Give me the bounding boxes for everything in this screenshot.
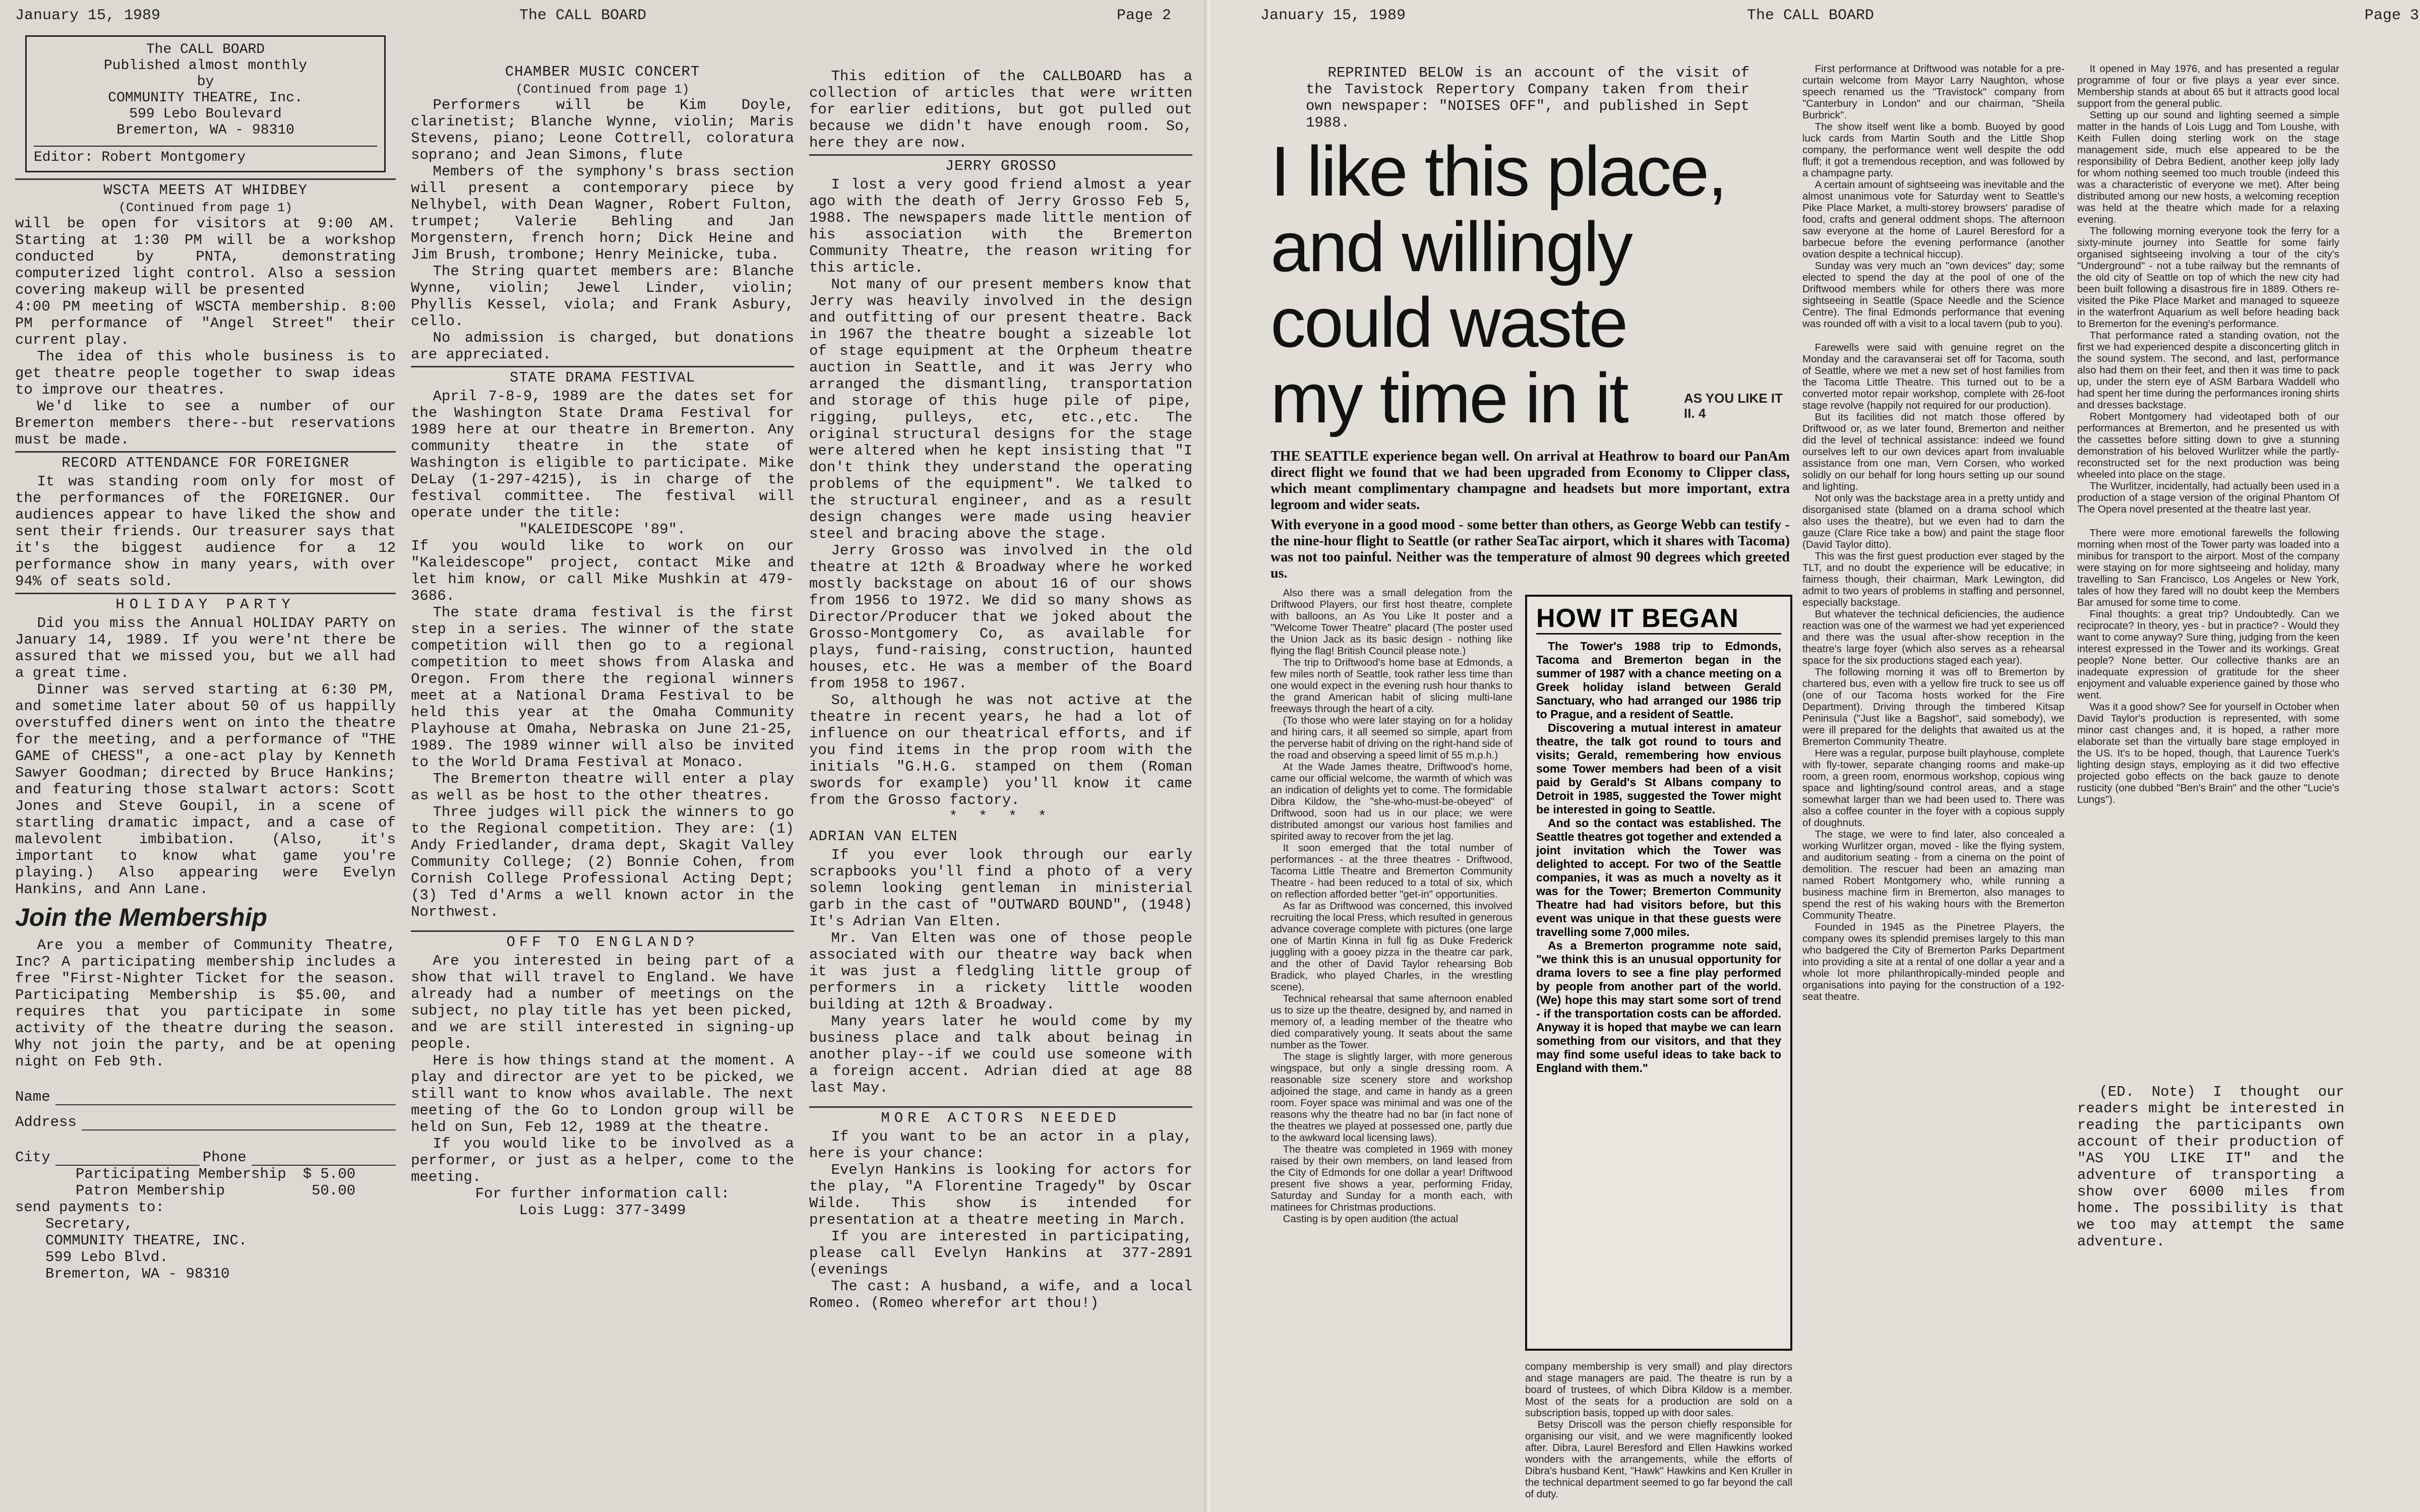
- england-contact: Lois Lugg: 377-3499: [519, 1202, 686, 1219]
- send-payments-block: [15, 1199, 396, 1282]
- drama-paragraph: The state drama festival is the first step in a series. The winner of the state competition will then go to a regional competition to meet shows from Alaska and Oregon. From there the regional winners meet at a National Drama Festival to be held this year at the Omaha Community Playhouse at Omaha, Nebraska on June 21-25, 1989. The 1989 winner will also be invited to the World Drama Festival at Monaco.: [411, 604, 794, 771]
- join-paragraph: Are you a member of Community Theatre, Inc? A participating membership includes a free "First-Nighter Ticket for the season. Participating Membership is $5.00, and requires that you participate in some activity of the theatre during the season. Why not join the party, and be at opening night on Feb 9th.: [15, 937, 396, 1070]
- left-page-number: Page 2: [1117, 7, 1172, 24]
- left-column-3: [809, 68, 1192, 1502]
- send-line: 599 Lebo Blvd.: [45, 1249, 168, 1266]
- grosso-paragraph: Jerry Grosso was involved in the old theatre at 12th & Broadway where he worked mostly backstage on about 16 of our shows from 1956 to 1972. We did so many shows as Director/Producer that we joked about the Grosso-Montgomery Co, as available for plays, fund-raising, construction, haunted houses, etc. He was a member of the Board from 1958 to 1967.: [809, 542, 1192, 692]
- drama-paragraph: The Bremerton theatre will enter a play as well as be host to the other theatres.: [411, 771, 794, 804]
- article-column-b: [1525, 1361, 1792, 1507]
- article-column-a: [1270, 587, 1512, 1472]
- article-paragraph: Technical rehearsal that same afternoon enabled us to size up the theatre, designed by, and named in memory of, a leading member of the theatre who died comparatively young. It seats about the same number as the Tower.: [1270, 993, 1512, 1051]
- send-line: Secretary,: [45, 1216, 134, 1232]
- record-paragraph: It was standing room only for most of the performances of the FOREIGNER. Our audiences appear to have liked the show and sent their friends. Our treasurer says that it's the biggest audience for a 12 performance show in many years, with over 94% of seats sold.: [15, 473, 396, 590]
- lead-text: With everyone in a good mood - some better than others, as George Webb can testify - the nine-hour flight to Seattle (or rather SeaTac airport, which it shares with Tacoma) was not too painful. Neither was the temperature of almost 90 degrees which greeted us.: [1270, 517, 1790, 581]
- lead-paragraph: [1270, 449, 1790, 582]
- chamber-paragraph: The String quartet members are: Blanche Wynne, violin; Jewel Linder, violin; Phyllis Kessel, viola; and Frank Asbury, cello.: [411, 263, 794, 330]
- lead-text: THE SEATTLE experience began well. On arrival at Heathrow to board our PanAm direct flight we found that we had been upgraded from Economy to Clipper class, which meant complimentary champagne and headsets but more important, extra legroom and wider seats.: [1270, 449, 1790, 513]
- masthead-box: [25, 35, 386, 172]
- article-paragraph: Not only was the backstage area in a pretty untidy and disorganised state (blamed on a drama school which also uses the theatre), but we even had to darn the gauze (Clare Rice take a bow) and paint the stage floor (David Taylor ditto).: [1802, 492, 2065, 550]
- article-paragraph: At the Wade James theatre, Driftwood's home, came our official welcome, the warmth of which was an indication of delights yet to come. The formidable Dibra Kildow, the "she-who-must-be-obeyed" of Driftwood, soon had us in our place; we were distributed amongst our various host families and spirited away to recover from the jet lag.: [1270, 761, 1512, 842]
- elten-paragraph: Many years later he would come by my business place and talk about beinag in another play--if we could use someone with a foreign accent. Adrian died at age 88 last May.: [809, 1013, 1192, 1096]
- article-paragraph: A certain amount of sightseeing was inevitable and the almost unanimous vote for Saturday went to Seattle's Pike Place Market, a multi-storey browsers' paradise of food, crafts and general oddment shops. The afternoon saw everyone at the home of Laurel Beresford for a barbecue before the evening performance (another ovation despite a technical hiccup).: [1802, 179, 2065, 260]
- article-paragraph: The following morning everyone took the ferry for a sixty-minute journey into Seattle for some fairly organised sightseeing involving a tour of the city's "Underground" - not a tube railway but the remnants of the old city of Seattle on top of which the new city had been built following a disastrous fire in 1889. Others re-visited the Pike Place Market and managed to squeeze in the waterfront Aquarium as well before heading back to Bremerton for the evening's performance.: [2077, 225, 2339, 330]
- left-column-1: [15, 35, 396, 1502]
- article-paragraph: Founded in 1945 as the Pinetree Players, the company owes its splendid premises largely to this man who badgered the City of Bremerton Parks Department into providing a site at a rental of one dollar a year and a whole lot more philanthropically-minded people and organisations into paying for the construction of a 192-seat theatre.: [1802, 921, 2065, 1002]
- send-line: send payments to:: [15, 1199, 164, 1216]
- record-heading: RECORD ATTENDANCE FOR FOREIGNER: [15, 451, 396, 471]
- right-page: [1210, 0, 2420, 1512]
- article-paragraph: There were more emotional farewells the following morning when most of the Tower party was loaded into a minibus for transport to the airport. Most of the company were staying on for more sightseeing and holiday, many travelling to San Francisco, Los Angeles or New York, tales of how they fared will no doubt keep the Members Bar amused for some time to come.: [2077, 527, 2339, 608]
- patron-price: 50.00: [311, 1182, 355, 1199]
- left-masthead: The CALL BOARD: [519, 7, 647, 24]
- article-paragraph: First performance at Driftwood was notable for a pre-curtain welcome from Mayor Larry Naughton, whose speech renamed us the "Travistock" company from "Canterbury in London" and our chairman, "Sheila Burbrick".: [1802, 63, 2065, 121]
- phone-label: Phone: [202, 1149, 247, 1166]
- how-it-began-text: [1536, 640, 1781, 1075]
- article-paragraph: This was the first guest production ever staged by the TLT, and no doubt the experience will be educative; in fairness though, their chairman, Mark Lewington, did admit to two years of problems in staffing and personnel, especially backstage.: [1802, 550, 2065, 608]
- article-paragraph: The trip to Driftwood's home base at Edmonds, a few miles north of Seattle, took rather less time than one would expect in the evening rush hour thanks to the grand American habit of slicing multi-lane freeways through the heart of a city.: [1270, 657, 1512, 715]
- article-paragraph: Betsy Driscoll was the person chiefly responsible for organising our visit, and we were magnificently looked after. Dibra, Laurel Beresford and Ellen Hawkins worked wonders with the arrangements, while the efforts of Dibra's husband Kent, "Hawk" Hawkins and Ken Kruller in the technical department seemed to go far beyond the call of duty.: [1525, 1419, 1792, 1500]
- mast-line: Published almost monthly: [103, 58, 308, 74]
- grosso-paragraph: I lost a very good friend almost a year ago with the death of Jerry Grosso Feb 5, 1988. The newspapers made little mention of his association with the Bremerton Community Theatre, the reason writing for this article.: [809, 176, 1192, 276]
- editor-line: Editor: Robert Montgomery: [34, 146, 377, 166]
- england-paragraph: Are you interested in being part of a show that will travel to England. We have already had a number of meetings on the subject, no play title has yet been picked, and we are still interested in signing-up people.: [411, 953, 794, 1052]
- article-paragraph: It soon emerged that the total number of performances - at the three theatres - Driftwood, Tacoma Little Theatre and Bremerton Community Theatre - had been reduced to a total of six, which on reflection afforded better "get-in" opportunities.: [1270, 842, 1512, 900]
- holiday-paragraph: Dinner was served starting at 6:30 PM, and sometime later about 50 of us happilly overstuffed diners went on into the theatre for the meeting, and a performance of "THE GAME of CHESS", a one-act play by Kenneth Sawyer Goodman; directed by Bruce Hankins; and featuring those stalwart actors: Scott Jones and Steve Goupil, in a scene of startling dramatic impact, and a case of malevolent imbibation. (Also, it's important to know what game you're playing.) Also appearing were Evelyn Hankins, and Ann Lane.: [15, 681, 396, 898]
- mast-line: 599 Lebo Boulevard: [129, 106, 282, 122]
- headline-citation: AS YOU LIKE IT: [1684, 391, 1783, 406]
- article-paragraph: The stage is slightly larger, with more generous wingspace, but only a single dressing room. A reasonable size scenery store and workshop adjoined the stage, and came in handy as a green room. Foyer space was minimal and was one of the reasons why the theatre had no bar (in fact none of the theatres we played at possessed one, partly due to the awkward local licensing laws).: [1270, 1051, 1512, 1144]
- wscta-paragraph: 4:00 PM meeting of WSCTA membership. 8:00 PM performance of "Angel Street" their current play.: [15, 298, 396, 348]
- participating-row: [15, 1166, 396, 1182]
- england-paragraph: If you would like to be involved as a performer, or just as a helper, come to the meeting.: [411, 1136, 794, 1185]
- how-paragraph: Discovering a mutual interest in amateur theatre, the talk got round to tours and visits; Gerald, remembering how envious some Tower members had been of a visit paid by Gerald's St Albans company to Detroit in 1985, suggested the Tower might be interested in going to Seattle.: [1536, 721, 1781, 816]
- send-line: COMMUNITY THEATRE, INC.: [45, 1232, 248, 1249]
- how-paragraph: As a Bremerton programme note said, "we think this is an unusual opportunity for drama lovers to see a fine play performed by people from another part of the world. (We) hope this may start some sort of trend - if the transportation costs can be afforded. Anyway it is hoped that maybe we can learn something from our visitors, and that they may find some useful ideas to take back to England with them.": [1536, 939, 1781, 1075]
- actors-paragraph: If you want to be an actor in a play, here is your chance:: [809, 1128, 1192, 1162]
- participating-price: $ 5.00: [302, 1166, 355, 1182]
- drama-title: "KALEIDESCOPE '89".: [519, 521, 686, 538]
- headline-line: could waste: [1270, 283, 1627, 362]
- drama-paragraph: If you would like to work on our "Kaleidescope" project, contact Mike and let him know, or call Mike Mushkin at 479-3686.: [411, 538, 794, 604]
- article-column-d: [2077, 63, 2339, 1074]
- mast-line: COMMUNITY THEATRE, Inc.: [108, 90, 303, 106]
- article-paragraph: The Wurlitzer, incidentally, had actually been used in a production of a stage version of the original Phantom Of The Opera novel presented at the theatre last year.: [2077, 480, 2339, 515]
- article-column-c: [1802, 63, 2065, 1507]
- article-paragraph: That performance rated a standing ovation, not the first we had experienced despite a disconcerting glitch in the sound system. The second, and last, performance also had them on their feet, and then it was time to pack up, under the stern eye of ASM Barbara Waddell who had spent her time during the performances ironing shirts and dresses backstage.: [2077, 330, 2339, 411]
- how-paragraph: The Tower's 1988 trip to Edmonds, Tacoma and Bremerton began in the summer of 1987 with a chance meeting on a Greek holiday island between Gerald Sanctuary, who had arranged our 1986 trip to Prague, and a resident of Seattle.: [1536, 640, 1781, 721]
- wscta-heading: WSCTA MEETS AT WHIDBEY: [15, 178, 396, 199]
- headline-line: I like this place,: [1270, 132, 1726, 211]
- article-paragraph: Casting is by open audition (the actual: [1283, 1213, 1459, 1225]
- left-date: January 15, 1989: [15, 7, 161, 24]
- elten-paragraph: If you ever look through our early scrapbooks you'll find a photo of a very solemn looking gentleman in ministerial garb in the cast of "OUTWARD BOUND", (1948) It's Adrian Van Elten.: [809, 847, 1192, 930]
- actors-heading: MORE ACTORS NEEDED: [809, 1106, 1192, 1126]
- intro-paragraph: This edition of the CALLBOARD has a collection of articles that were written for earlier editions, but got pulled out because we didn't have enough room. So, here they are now.: [809, 68, 1192, 151]
- article-paragraph: Robert Montgomery had videotaped both of our performances at Bremerton, and he presented us with the cassettes before sitting down to give a stunning demonstration of his beloved Wurlitzer while the partly-reconstructed set for the next production was being wheeled into place on the stage.: [2077, 411, 2339, 480]
- address-label: Address: [15, 1114, 77, 1130]
- join-heading: Join the Membership: [15, 903, 268, 931]
- address-field[interactable]: [15, 1105, 396, 1130]
- reprint-note-text: REPRINTED BELOW is an account of the visit of the Tavistock Repertory Company taken from their own newspaper: "NOISES OFF", and published in Sept 1988.: [1306, 65, 1749, 130]
- holiday-paragraph: Did you miss the Annual HOLIDAY PARTY on January 14, 1989. If you were'nt there be assured that we missed you, but we all had a great time.: [15, 615, 396, 681]
- article-paragraph: company membership is very small) and play directors and stage managers are paid. The theatre is run by a board of trustees, of which Dibra Kildow is a member. Most of the seats for a production are sold on a subscription basis, topped up with door sales.: [1525, 1361, 1792, 1419]
- england-heading: OFF TO ENGLAND?: [411, 930, 794, 951]
- drama-heading: STATE DRAMA FESTIVAL: [411, 366, 794, 386]
- article-paragraph: Setting up our sound and lighting seemed a simple matter in the hands of Lois Lugg and Tom Loushe, with Keith Fullen doing sterling work on the stage management side, much else appeared to be the responsibility of Debra Bedient, another keep jolly lady for whom nothing seemed too much trouble (indeed this was a characteristic of everyone we met). After being distributed among our new hosts, a welcoming reception was held at the theatre which made for a relaxing evening.: [2077, 109, 2339, 225]
- headline-line: my time in it: [1270, 358, 1627, 437]
- england-info: For further information call:: [475, 1185, 730, 1202]
- actors-paragraph: Evelyn Hankins is looking for actors for the play, "A Florentine Tragedy" by Oscar Wilde. This show is intended for presentation at a theatre meeting in March.: [809, 1162, 1192, 1228]
- article-paragraph: The theatre was completed in 1969 with money raised by their own members, on land leased from the City of Edmonds for one dollar a year! Driftwood present five shows a year, performing Friday, Saturday and Sunday for a month each, with matinees for Christmas productions.: [1270, 1144, 1512, 1213]
- wscta-paragraph: will be open for visitors at 9:00 AM. Starting at 1:30 PM will be a workshop conducted by PNTA, demonstrating computerized light control. Also a session covering makeup will be presented: [15, 215, 396, 298]
- editor-note: [2077, 1084, 2344, 1366]
- grosso-paragraph: So, although he was not active at the theatre in recent years, he had a lot of influence on our theatrical efforts, and if you find items in the prop room with the initials "G.H.G. stamped on them (Roman swords for example) you'll know it came from the Grosso factory.: [809, 692, 1192, 808]
- elten-heading: ADRIAN VAN ELTEN: [809, 828, 958, 845]
- patron-row: [15, 1182, 396, 1199]
- name-field[interactable]: [15, 1080, 396, 1105]
- name-label: Name: [15, 1089, 50, 1105]
- wscta-paragraph: We'd like to see a number of our Bremerton members there--but reservations must be made.: [15, 398, 396, 448]
- elten-paragraph: Mr. Van Elten was one of those people associated with our theatre way back when it was just a fledgling little group of performers in a rickety little wooden building at 12th & Broadway.: [809, 930, 1192, 1013]
- participating-label: Participating Membership: [76, 1166, 286, 1182]
- right-page-number: Page 3: [2365, 7, 2419, 24]
- actors-paragraph: The cast: A husband, a wife, and a local Romeo. (Romeo wherefor art thou!): [809, 1278, 1192, 1311]
- actors-paragraph: If you are interested in participating, please call Evelyn Hankins at 377-2891 (evenings: [809, 1228, 1192, 1278]
- drama-paragraph: April 7-8-9, 1989 are the dates set for the Washington State Drama Festival for 1989 here at our theatre in Bremerton. Any community theatre in the state of Washington is eligible to participate. Mike DeLay (1-297-4215), is in charge of the festival committee. The festival will operate under the title:: [411, 388, 794, 521]
- separator-stars: * * * *: [949, 808, 1053, 825]
- how-it-began-heading: HOW IT BEGAN: [1536, 604, 1781, 635]
- article-paragraph: Also there was a small delegation from the Driftwood Players, our first host theatre, complete with balloons, an As You Like It poster and a "Welcome Tower Theatre" placard (The poster used the Union Jack as its basic design - nothing like flying the flag! British Council please note.): [1270, 587, 1512, 657]
- headline-line: and willingly: [1270, 207, 1631, 286]
- article-paragraph: (To those who were later staying on for a holiday and hiring cars, it all seemed so simple, apart from the perverse habit of driving on the right-hand side of the road and observing a speed limit of 55 m.p.h.): [1270, 715, 1512, 761]
- article-paragraph: But whatever the technical deficiencies, the audience reaction was one of the warmest we had yet experienced and there was the usual after-show reception in the theatre's large foyer (which also serves as a rehearsal space for the six productions staged each year).: [1802, 608, 2065, 666]
- holiday-heading: HOLIDAY PARTY: [15, 593, 396, 613]
- chamber-paragraph: No admission is charged, but donations are appreciated.: [411, 330, 794, 363]
- wscta-continued: (Continued from page 1): [118, 201, 293, 215]
- article-paragraph: Sunday was very much an "own devices" day; some elected to spend the day at the pool of one of the Driftwood members while for others there was more sightseeing in Seattle (Space Needle and the Science Centre). The final Edmonds performance that evening was rounded off with a visit to a local tavern (pub to you).: [1802, 260, 2065, 330]
- chamber-paragraph: Performers will be Kim Doyle, clarinetist; Blanche Wynne, violin; Maris Stevens, piano; Leone Cottrell, coloratura soprano; and Jean Simons, flute: [411, 97, 794, 163]
- send-line: Bremerton, WA - 98310: [45, 1266, 230, 1282]
- reprint-note: [1306, 65, 1749, 130]
- article-paragraph: As far as Driftwood was concerned, this involved recruiting the local Press, which resulted in generous advance coverage complete with pictures (one large one of Martin Kinna in full fig as Duke Frederick juggling with a gooey pizza in the theatre car park, and the other of David Taylor rehearsing Bob Bradick, who played Charles, in the wrestling scene).: [1270, 900, 1512, 993]
- article-paragraph: The following morning it was off to Bremerton by chartered bus, even with a yellow fire truck to see us off (one of our Tacoma hosts worked for the Fire Department). Driving through the timbered Kitsap Peninsula ("Just like a Bagshot", said somebody), we were ill prepared for the delights that awaited us at the Bremerton Community Theatre.: [1802, 666, 2065, 747]
- how-it-began-box: [1525, 595, 1792, 1351]
- wscta-paragraph: The idea of this whole business is to get theatre people together to swap ideas to improve our theatres.: [15, 348, 396, 398]
- headline-citation-act: II. 4: [1684, 406, 1706, 421]
- article-paragraph: Here was a regular, purpose built playhouse, complete with fly-tower, separate changing rooms and make-up room, a green room, enormous workshop, copious wing space and lighting/sound control areas, and a stage somewhat larger than we had been used to. There was also a coffee counter in the foyer with a copious supply of doughnuts.: [1802, 747, 2065, 829]
- left-column-2: [411, 60, 794, 1502]
- chamber-heading: CHAMBER MUSIC CONCERT: [505, 64, 700, 80]
- editor-note-text: (ED. Note) I thought our readers might be interested in reading the participants own account of their production of "AS YOU LIKE IT" and the adventure of transporting a show over 6000 miles from home. The possibility is that we too may attempt the same adventure.: [2077, 1084, 2344, 1250]
- grosso-paragraph: Not many of our present members know that Jerry was heavily involved in the design and outfitting of our present theatre. Back in 1967 the theatre bought a sizeable lot of stage equipment at the Orpheum theatre auction in Seattle, and it was Jerry who arranged the dismantling, transportation and storage of this huge pile of pipe, rigging, pulleys, etc, etc.,etc. The original structural designs for the stage were altered when he kept insisting that "I don't think they understand the operating problems of the equipment". We talked to the structural engineer, and as a result design changes were made using heavier steel and bracing above the stage.: [809, 276, 1192, 542]
- article-paragraph: But its facilities did not match those offered by Driftwood or, as we later found, Bremerton and neither did the level of technical assistance: indeed we found ourselves left to our own devices apart from invaluable assistance from one man, Vern Corsen, who worked solidly on our behalf for long hours setting up our sound and lighting.: [1802, 411, 2065, 492]
- article-paragraph: It opened in May 1976, and has presented a regular programme of four or five plays a year ever since. Membership stands at about 65 but it attracts good local support from the general public.: [2077, 63, 2339, 109]
- right-masthead: The CALL BOARD: [1747, 7, 1874, 24]
- mast-line: Bremerton, WA - 98310: [116, 122, 294, 138]
- how-paragraph: And so the contact was established. The Seattle theatres got together and extended a joint invitation which the Tower was delighted to accept. For two of the Seattle companies, it was as much a novelty as it was for the Tower; Bremerton Community Theatre had had visitors before, but this event was unique in that these guests were travelling some 7,000 miles.: [1536, 816, 1781, 938]
- city-phone-field[interactable]: [15, 1130, 396, 1166]
- mast-line: by: [197, 74, 214, 90]
- grosso-heading: JERRY GROSSO: [809, 154, 1192, 174]
- article-paragraph: Farewells were said with genuine regret on the Monday and the caravanserai set off for Tacoma, south of Seattle, where we met a new set of host families from the Tacoma Little Theatre. This turned out to be a converted motor repair workshop, complete with 26-foot stage revolve (happily not required for our production).: [1802, 342, 2065, 411]
- article-paragraph: Final thoughts: a great trip? Undoubtedly. Can we reciprocate? In theory, yes - but in practice? - Would they want to come anyway? Sure thing, judging from the keen interest expressed in the Tower and its workings. Great people? None better. Our collective thanks are an inadequate expression of gratitude for the sheer enjoyment and valuable experience gained by those who went.: [2077, 608, 2339, 701]
- drama-paragraph: Three judges will pick the winners to go to the Regional competition. They are: (1) Andy Friedlander, drama dept, Skagit Valley Community College; (2) Bonnie Cohen, from Cornish College Professional Acting Dept; (3) Ted d'Arms a well known actor in the Northwest.: [411, 804, 794, 920]
- city-label: City: [15, 1149, 50, 1166]
- chamber-paragraph: Members of the symphony's brass section will present a contemporary piece by Nelhybel, with Dean Wagner, Robert Fulton, trumpet; Valerie Behling and Jan Morgenstern, french horn; Dick Heine and Jim Brush, trombone; Henry Meinicke, tuba.: [411, 163, 794, 263]
- chamber-continued: (Continued from page 1): [515, 82, 690, 97]
- right-date: January 15, 1989: [1260, 7, 1406, 24]
- patron-label: Patron Membership: [76, 1182, 225, 1199]
- article-paragraph: The stage, we were to find later, also concealed a working Wurlitzer organ, moved - like the flying system, and auditorium seating - from a cinema on the point of demolition. The rescuer had been an amazing man named Robert Montgomery who, while running a business machine firm in Bremerton, also manages to spend the rest of his waking hours with the Bremerton Community Theatre.: [1802, 829, 2065, 921]
- mast-line: The CALL BOARD: [146, 42, 265, 57]
- article-paragraph: Was it a good show? See for yourself in October when David Taylor's production is represented, with some minor cast changes and, it is hoped, a rather more elaborate set than the virtually bare stage employed in the US. It's to be hoped, though, that Laurence Tuerk's lighting design stays, employing as it did two effective projected gobo effects on the back gauze to denote rusticity (one dubbed "Ben's Brain" and the other "Lucie's Lungs").: [2077, 701, 2339, 805]
- article-paragraph: The show itself went like a bomb. Buoyed by good luck cards from Martin South and the Little Shop company, the performance went well despite the odd fluff; it got a tremendous reception, and was followed by a champagne party.: [1802, 121, 2065, 179]
- england-paragraph: Here is how things stand at the moment. A play and director are yet to be picked, we still want to know whos available. The next meeting of the Go to London group will be held on Sun, Feb 12, 1989 at the theatre.: [411, 1052, 794, 1136]
